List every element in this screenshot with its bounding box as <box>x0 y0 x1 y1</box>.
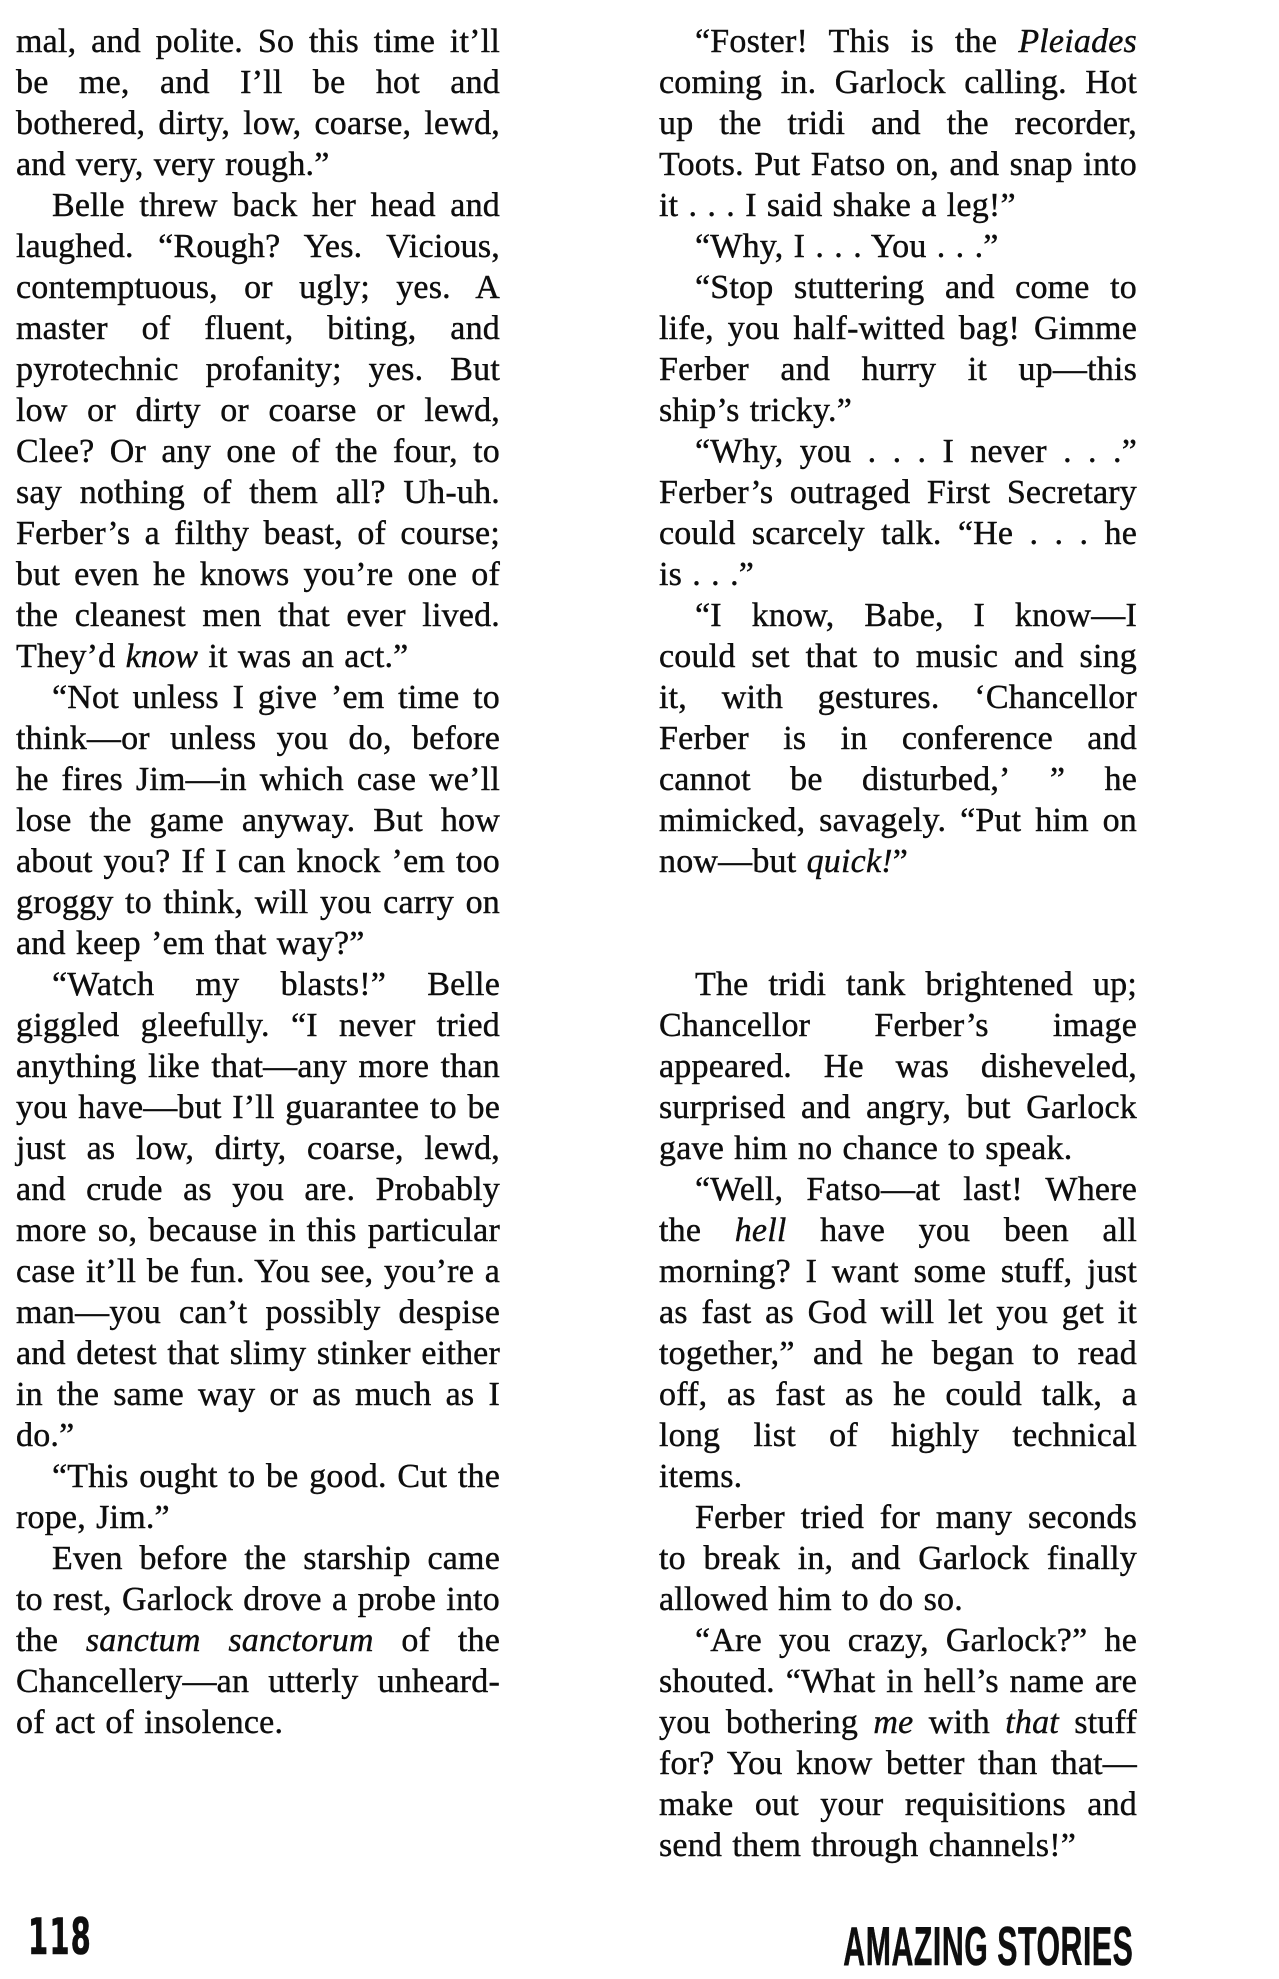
text-run: stuff for? You know better than that—make out your requisitions and send them through channels!” <box>659 1704 1137 1864</box>
left-column <box>16 21 500 1743</box>
text-run: mal, and polite. So this time it’ll be me, and I’ll be hot and bothered, dirty, low, coarse, lewd, and very, very rough.” <box>16 23 500 183</box>
italic-text-run: hell <box>734 1212 787 1249</box>
paragraph <box>659 431 1137 595</box>
text-run: The tridi tank brightened up; Chancellor Ferber’s image appeared. He was disheveled, surprised and angry, but Garlock gave him no chance to speak. <box>659 966 1137 1167</box>
italic-text-run: Pleiades <box>1018 23 1137 60</box>
text-run: of the Chancellery—an utterly unheard-of act of insolence. <box>16 1622 501 1741</box>
text-run: “Are you crazy, Garlock?” he shouted. “What in hell’s name are you bothering <box>659 1622 1137 1741</box>
text-run: ” <box>892 843 909 880</box>
paragraph <box>16 21 500 185</box>
italic-text-run: sanctum sanctorum <box>85 1622 374 1659</box>
right-column <box>659 21 1137 1866</box>
text-run: “Why, you . . . I never . . .” Ferber’s outraged First Secretary could scarcely talk. “He . . . he is . . .” <box>659 433 1137 593</box>
text-run: “Watch my blasts!” Belle giggled gleefully. “I never tried anything like that—any more than you have—but I’ll guarantee to be just as low, dirty, coarse, lewd, and crude as you are. Probably more so, because in this particular case it’ll be fun. You see, you’re a man—you can’t possibly despise and detest that slimy stinker either in the same way or as much as I do.” <box>16 966 500 1454</box>
paragraph <box>16 1456 500 1538</box>
text-run: “Why, I . . . You . . .” <box>695 228 999 265</box>
paragraph <box>16 677 500 964</box>
paragraph <box>16 1538 500 1743</box>
paragraph <box>659 595 1137 882</box>
text-run: Belle threw back her head and laughed. “Rough? Yes. Vicious, contemptuous, or ugly; yes. A master of fluent, biting, and pyrotechnic profanity; yes. But low or dirty or coarse or lewd, Clee? Or any one of the four, to say nothing of them all? Uh-uh. Ferber’s a filthy beast, of course; but even he knows you’re one of the cleanest men that ever lived. They’d <box>16 187 500 675</box>
text-run: “Stop stuttering and come to life, you half-witted bag! Gimme Ferber and hurry it up—this ship’s tricky.” <box>659 269 1137 429</box>
paragraph <box>16 185 500 677</box>
italic-text-run: that <box>1005 1704 1059 1741</box>
text-run: “Not unless I give ’em time to think—or unless you do, before he fires Jim—in which case we’ll lose the game anyway. But how about you? If I can knock ’em too groggy to think, will you carry on and keep ’em that way?” <box>16 679 500 962</box>
text-run: with <box>913 1704 1006 1741</box>
text-run: “Well, Fatso—at last! Where the <box>659 1171 1137 1249</box>
text-run: “I know, Babe, I know—I could set that to music and sing it, with gestures. ‘Chancellor Ferber is in conference and cannot be disturbed,’ ” he mimicked, savagely. “Put him on now—but <box>659 597 1137 880</box>
paragraph <box>16 964 500 1456</box>
text-run: Ferber tried for many seconds to break in, and Garlock finally allowed him to do so. <box>659 1499 1137 1618</box>
italic-text-run: know <box>125 638 199 675</box>
text-run: have you been all morning? I want some stuff, just as fast as God will let you get it together,” and he began to read off, as fast as he could talk, a long list of highly technical items. <box>659 1212 1137 1495</box>
text-run: “This ought to be good. Cut the rope, Jim.” <box>16 1458 500 1536</box>
paragraph <box>659 1620 1137 1866</box>
magazine-title: AMAZING STORIES <box>842 1915 1133 1977</box>
italic-text-run: quick! <box>806 843 893 880</box>
italic-text-run: me <box>873 1704 914 1741</box>
paragraph <box>659 21 1137 226</box>
paragraph <box>659 1497 1137 1620</box>
text-run: it was an act.” <box>198 638 409 675</box>
page-number: 118 <box>28 1908 93 1966</box>
paragraph <box>659 267 1137 431</box>
paragraph <box>659 1169 1137 1497</box>
paragraph-after-section-break <box>659 964 1137 1169</box>
paragraph <box>659 226 1137 267</box>
text-run: coming in. Garlock calling. Hot up the tridi and the recorder, Toots. Put Fatso on, and snap into it . . . I said shake a leg!” <box>659 64 1137 224</box>
text-run: “Foster! This is the <box>695 23 1019 60</box>
text-run: Even before the starship came to rest, Garlock drove a probe into the <box>16 1540 500 1659</box>
